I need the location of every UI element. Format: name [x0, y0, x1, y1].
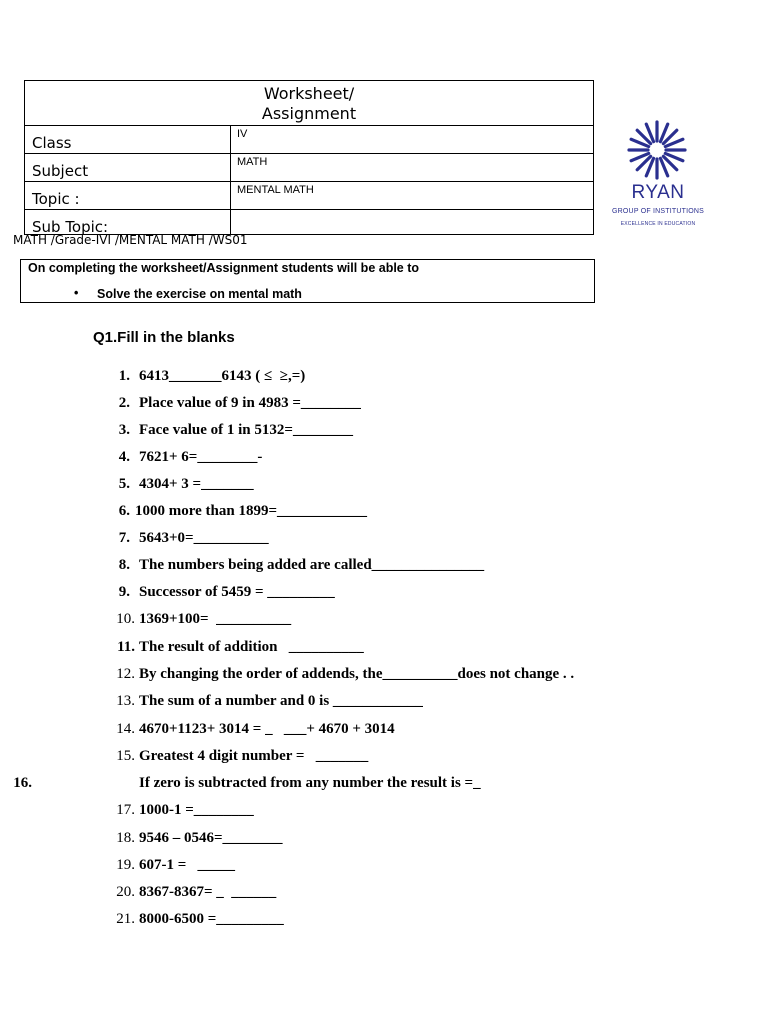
objective-item: Solve the exercise on mental math — [97, 287, 302, 301]
question-text: The numbers being added are called_______________ — [139, 557, 485, 573]
question-text: 1369+100= __________ — [139, 611, 292, 627]
question-text: 1000 more than 1899=____________ — [135, 503, 368, 519]
subtopic-label: Sub Topic: — [25, 210, 231, 234]
bullet-icon: • — [74, 286, 79, 300]
subtopic-value — [231, 210, 593, 234]
question-number: 12. — [116, 666, 135, 682]
question-text: 4670+1123+ 3014 = _ ___+ 4670 + 3014 — [139, 721, 395, 737]
objective-box — [20, 259, 595, 303]
topic-value: MENTAL MATH — [237, 184, 314, 196]
question-text: The result of addition __________ — [139, 639, 364, 655]
worksheet-title-line2: Assignment — [261, 104, 357, 123]
question-number: 18. — [116, 830, 135, 846]
question-text: Face value of 1 in 5132=________ — [139, 422, 353, 438]
question-number: 14. — [116, 721, 135, 737]
question-number: 20. — [116, 884, 135, 900]
subject-label: Subject — [25, 154, 231, 181]
question-number: 3. — [118, 422, 130, 438]
header-row-topic — [25, 182, 593, 210]
topic-label: Topic : — [25, 182, 231, 209]
question-number: 13. — [116, 693, 135, 709]
question-number: 19. — [116, 857, 135, 873]
question-number: 16. — [13, 775, 32, 791]
question-text: 607-1 = _____ — [139, 857, 236, 873]
worksheet-title — [25, 81, 593, 126]
question-text: 1000-1 =________ — [139, 802, 254, 818]
ryan-logo — [612, 118, 712, 233]
question-text: 5643+0=__________ — [139, 530, 269, 546]
question-text: 8000-6500 =_________ — [139, 911, 284, 927]
section-title: Q1.Fill in the blanks — [93, 329, 235, 346]
question-number: 1. — [118, 368, 130, 384]
worksheet-code: MATH /Grade-IVI /MENTAL MATH /WS01 — [13, 233, 248, 247]
logo-tagline: EXCELLENCE IN EDUCATION — [620, 221, 696, 227]
question-number: 2. — [118, 395, 130, 411]
question-text: 9546 – 0546=________ — [139, 830, 283, 846]
question-number: 4. — [118, 449, 130, 465]
header-row-subtopic — [25, 210, 593, 234]
question-number: 15. — [116, 748, 135, 764]
class-value: IV — [237, 128, 248, 140]
worksheet-title-line1: Worksheet/ — [263, 84, 355, 103]
question-text: Successor of 5459 = _________ — [139, 584, 335, 600]
question-number: 8. — [118, 557, 130, 573]
ryan-sunburst-icon — [612, 118, 704, 182]
header-row-subject — [25, 154, 593, 182]
question-number: 17. — [116, 802, 135, 818]
question-number: 11. — [117, 639, 135, 655]
question-text: Greatest 4 digit number = _______ — [139, 748, 369, 764]
subject-value: MATH — [237, 156, 268, 168]
question-number: 9. — [118, 584, 130, 600]
question-text: 6413_______6143 ( ≤ ≥,=) — [139, 368, 306, 384]
logo-group-text: GROUP OF INSTITUTIONS — [612, 208, 704, 215]
question-text: The sum of a number and 0 is ____________ — [139, 693, 423, 709]
question-number: 21. — [116, 911, 135, 927]
class-label: Class — [25, 126, 231, 153]
header-row-class — [25, 126, 593, 154]
question-number: 10. — [116, 611, 135, 627]
worksheet-header-table — [24, 80, 594, 235]
question-number: 6. — [118, 503, 130, 519]
question-text: Place value of 9 in 4983 =________ — [139, 395, 361, 411]
question-text: If zero is subtracted from any number the result is =_ — [139, 775, 481, 791]
question-number: 7. — [118, 530, 130, 546]
question-text: 8367-8367= _ ______ — [139, 884, 277, 900]
question-text: 4304+ 3 =_______ — [139, 476, 254, 492]
objective-intro: On completing the worksheet/Assignment students will be able to — [28, 261, 420, 275]
question-text: 7621+ 6=________- — [139, 449, 263, 465]
question-text: By changing the order of addends, the__________does not change . . — [139, 666, 575, 682]
logo-name: RYAN — [631, 182, 685, 203]
question-number: 5. — [118, 476, 130, 492]
